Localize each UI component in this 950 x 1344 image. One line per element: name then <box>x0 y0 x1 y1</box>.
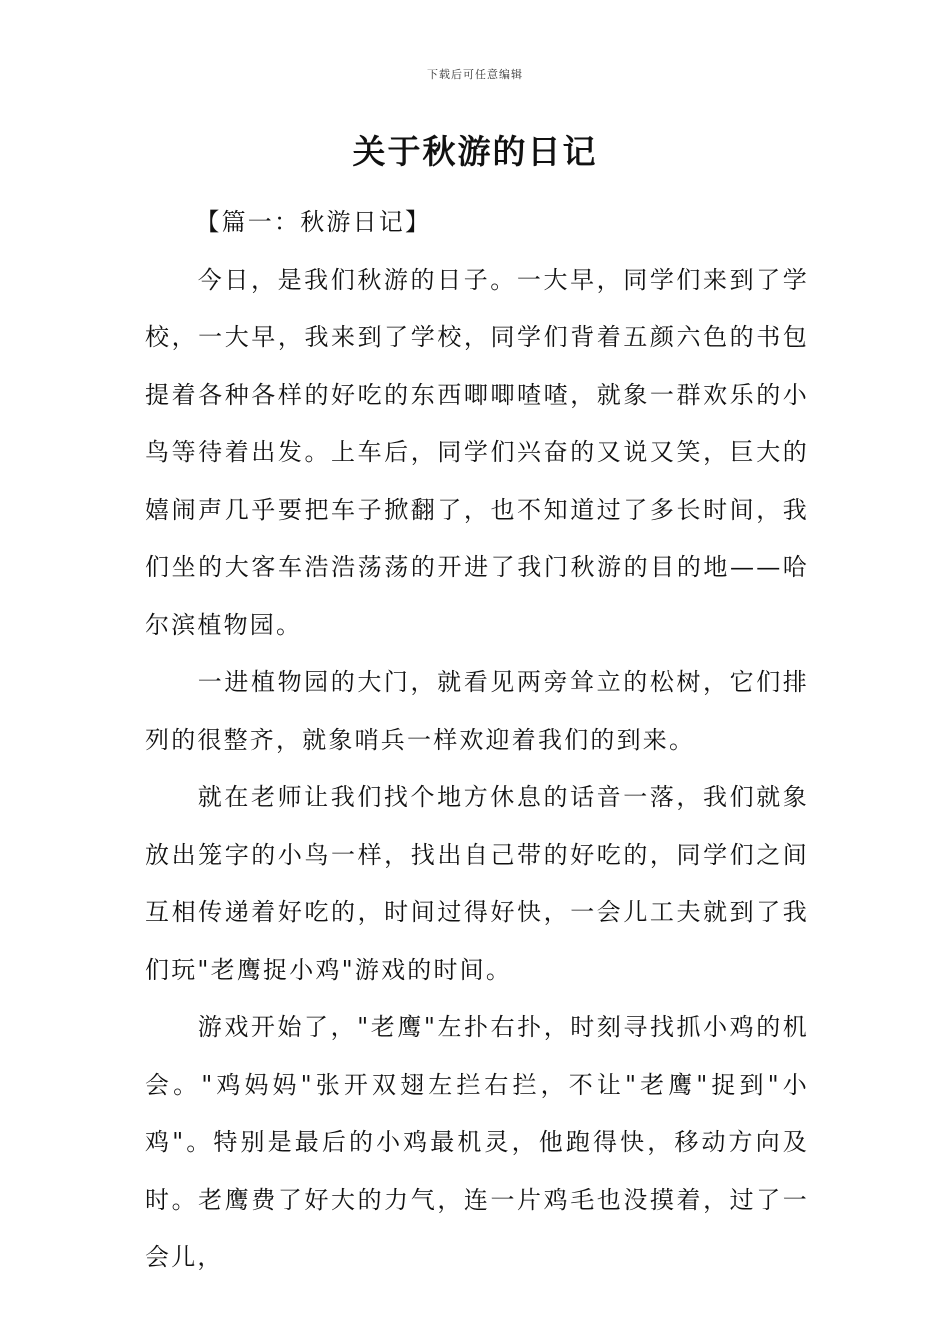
document-title: 关于秋游的日记 <box>352 132 598 171</box>
paragraph-1: 今日，是我们秋游的日子。一大早，同学们来到了学校，一大早，我来到了学校，同学们背着五颜六色的书包提着各种各样的好吃的东西唧唧喳喳，就象一群欢乐的小鸟等待着出发。上车后，同学们兴奋的又说又笑，巨大的嬉闹声几乎要把车子掀翻了，也不知道过了多长时间，我们坐的大客车浩浩荡荡的开进了我门秋游的目的地——哈尔滨植物园。 <box>145 265 809 639</box>
paragraph-4: 游戏开始了，"老鹰"左扑右扑，时刻寻找抓小鸡的机会。"鸡妈妈"张开双翅左拦右拦，不让"老鹰"捉到"小鸡"。特别是最后的小鸡最机灵，他跑得快，移动方向及时。老鹰费了好大的力气，连一片鸡毛也没摸着，过了一会儿， <box>145 1013 809 1271</box>
header-note: 下载后可任意编辑 <box>427 68 523 81</box>
paragraph-3: 就在老师让我们找个地方休息的话音一落，我们就象放出笼字的小鸟一样，找出自己带的好吃的，同学们之间互相传递着好吃的，时间过得好快，一会儿工夫就到了我们玩"老鹰捉小鸡"游戏的时间。 <box>145 783 809 984</box>
paragraph-2: 一进植物园的大门，就看见两旁耸立的松树，它们排列的很整齐，就象哨兵一样欢迎着我们的到来。 <box>145 668 809 754</box>
section-heading: 【篇一：秋游日记】 <box>195 208 432 236</box>
document-body <box>145 194 809 1287</box>
